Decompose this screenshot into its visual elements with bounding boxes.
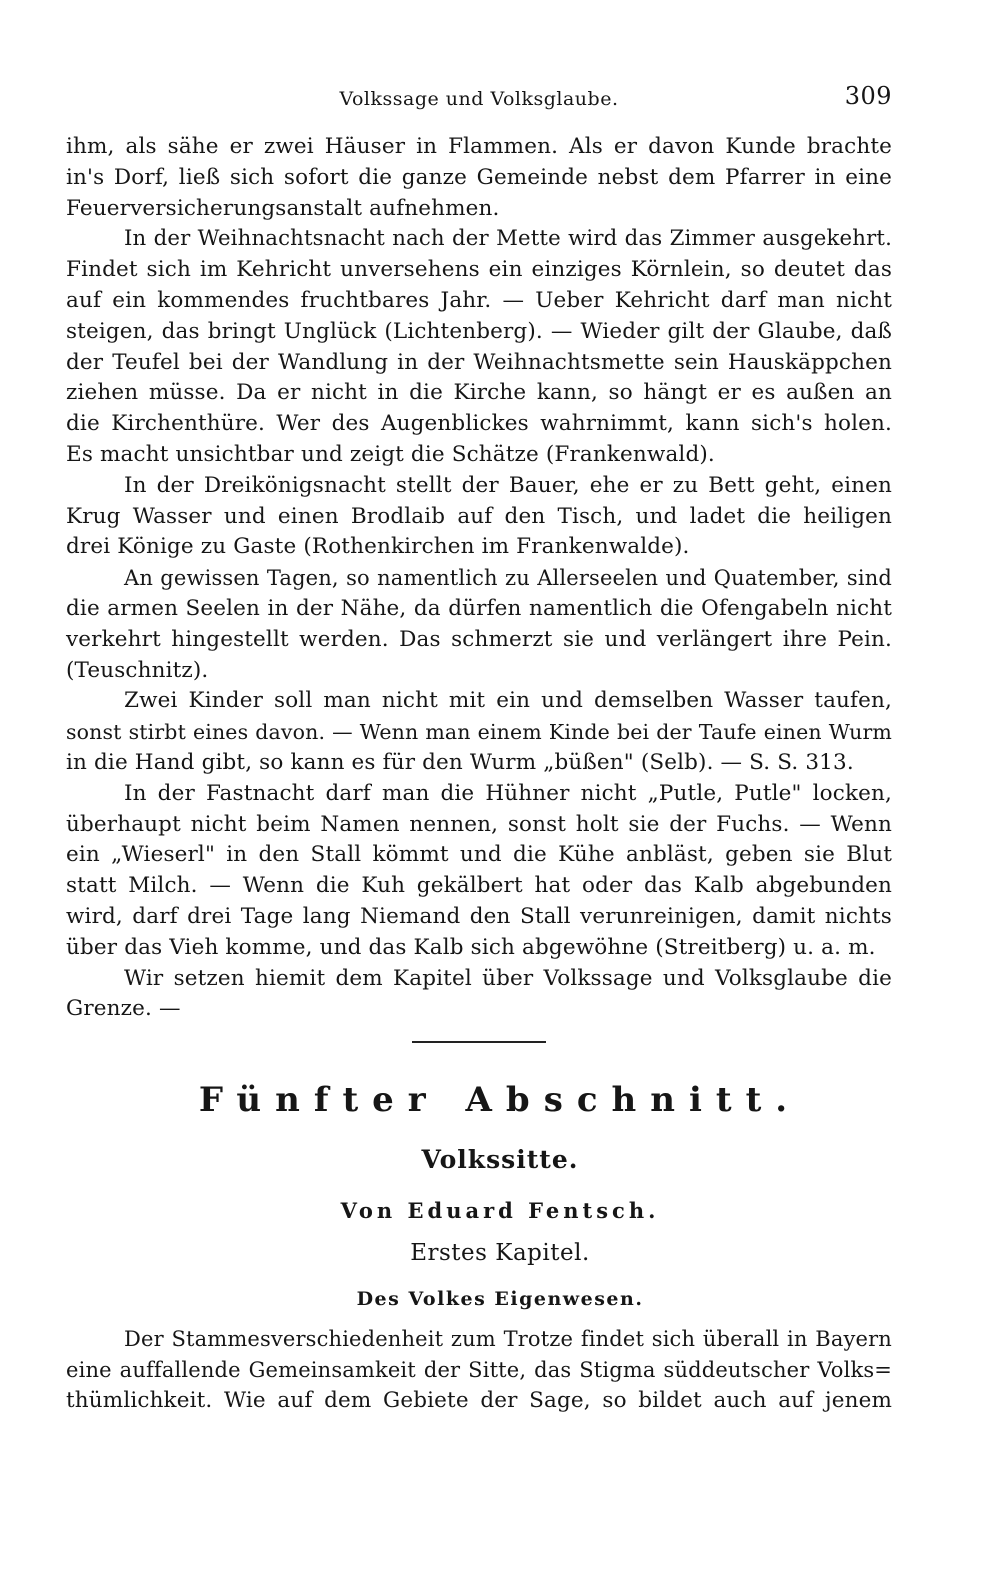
text-line: Wir setzen hiemit dem Kapitel über Volkssage und Volksglaube die <box>124 965 892 991</box>
text-line: die Kirchenthüre. Wer des Augenblickes wahrnimmt, kann sich's holen. <box>66 411 892 437</box>
text-line: In der Dreikönigsnacht stellt der Bauer, ehe er zu Bett geht, einen <box>124 472 892 498</box>
text-line: Es macht unsichtbar und zeigt die Schätze (Frankenwald). <box>66 441 715 467</box>
text-line: Findet sich im Kehricht unversehens ein einziges Körnlein, so deutet das <box>66 257 892 283</box>
section-title: Volkssitte. <box>421 1145 579 1174</box>
text-line: eine auffallende Gemeinsamkeit der Sitte, das Stigma süddeutscher Volks= <box>66 1357 892 1382</box>
text-line: thümlichkeit. Wie auf dem Gebiete der Sage, so bildet auch auf jenem <box>66 1387 892 1413</box>
text-line: Krug Wasser und einen Brodlaib auf den Tisch, und ladet die heiligen <box>66 503 892 529</box>
text-line: statt Milch. — Wenn die Kuh gekälbert hat oder das Kalb abgebunden <box>66 873 892 899</box>
running-header <box>66 82 892 118</box>
page-number: 309 <box>844 82 892 110</box>
text-line: Zwei Kinder soll man nicht mit ein und demselben Wasser taufen, <box>124 688 892 714</box>
text-line: Feuerversicherungsanstalt aufnehmen. <box>66 195 500 221</box>
text-line: An gewissen Tagen, so namentlich zu Allerseelen und Quatember, sind <box>124 566 892 591</box>
text-line: sonst stirbt eines davon. — Wenn man einem Kinde bei der Taufe einen Wurm <box>66 720 892 745</box>
section-author: Von Eduard Fentsch. <box>340 1198 660 1223</box>
section-divider <box>412 1041 546 1043</box>
chapter-heading: Erstes Kapitel. <box>410 1240 590 1266</box>
text-line: In der Weihnachtsnacht nach der Mette wird das Zimmer ausgekehrt. <box>124 226 892 252</box>
chapter-title: Des Volkes Eigenwesen. <box>356 1288 644 1310</box>
text-line: ziehen müsse. Da er nicht in die Kirche kann, so hängt er es außen an <box>66 380 892 406</box>
text-line: steigen, das bringt Unglück (Lichtenberg). — Wieder gilt der Glaube, daß <box>66 318 892 344</box>
text-line: auf ein kommendes fruchtbares Jahr. — Ueber Kehricht darf man nicht <box>66 287 892 313</box>
text-line: die armen Seelen in der Nähe, da dürfen namentlich die Ofengabeln nicht <box>66 595 892 621</box>
text-line: in's Dorf, ließ sich sofort die ganze Gemeinde nebst dem Pfarrer in eine <box>66 164 892 190</box>
text-line: Grenze. — <box>66 996 181 1022</box>
text-line: über das Vieh komme, und das Kalb sich abgewöhne (Streitberg) u. a. m. <box>66 934 876 960</box>
text-line: drei Könige zu Gaste (Rothenkirchen im Frankenwalde). <box>66 534 690 560</box>
text-line: in die Hand gibt, so kann es für den Wurm „büßen" (Selb). — S. S. 313. <box>66 749 854 775</box>
running-title: Volkssage und Volksglaube. <box>339 88 619 110</box>
chapter-text <box>66 1324 892 1416</box>
text-line: verkehrt hingestellt werden. Das schmerzt sie und verlängert ihre Pein. <box>66 626 892 652</box>
text-line: wird, darf drei Tage lang Niemand den Stall verunreinigen, damit nichts <box>66 903 892 929</box>
body-text <box>66 132 892 1025</box>
text-line: Der Stammesverschiedenheit zum Trotze findet sich überall in Bayern <box>124 1327 892 1351</box>
section-heading: Fünfter Abschnitt. <box>198 1080 802 1120</box>
text-line: der Teufel bei der Wandlung in der Weihnachtsmette sein Hauskäppchen <box>66 349 892 375</box>
text-line: ihm, als sähe er zwei Häuser in Flammen. Als er davon Kunde brachte <box>66 134 892 159</box>
text-line: ein „Wieserl" in den Stall kömmt und die Kühe anbläst, geben sie Blut <box>66 842 892 868</box>
text-line: (Teuschnitz). <box>66 657 209 683</box>
text-line: In der Fastnacht darf man die Hühner nicht „Putle, Putle" locken, <box>124 780 892 806</box>
text-line: überhaupt nicht beim Namen nennen, sonst holt sie der Fuchs. — Wenn <box>66 811 892 837</box>
